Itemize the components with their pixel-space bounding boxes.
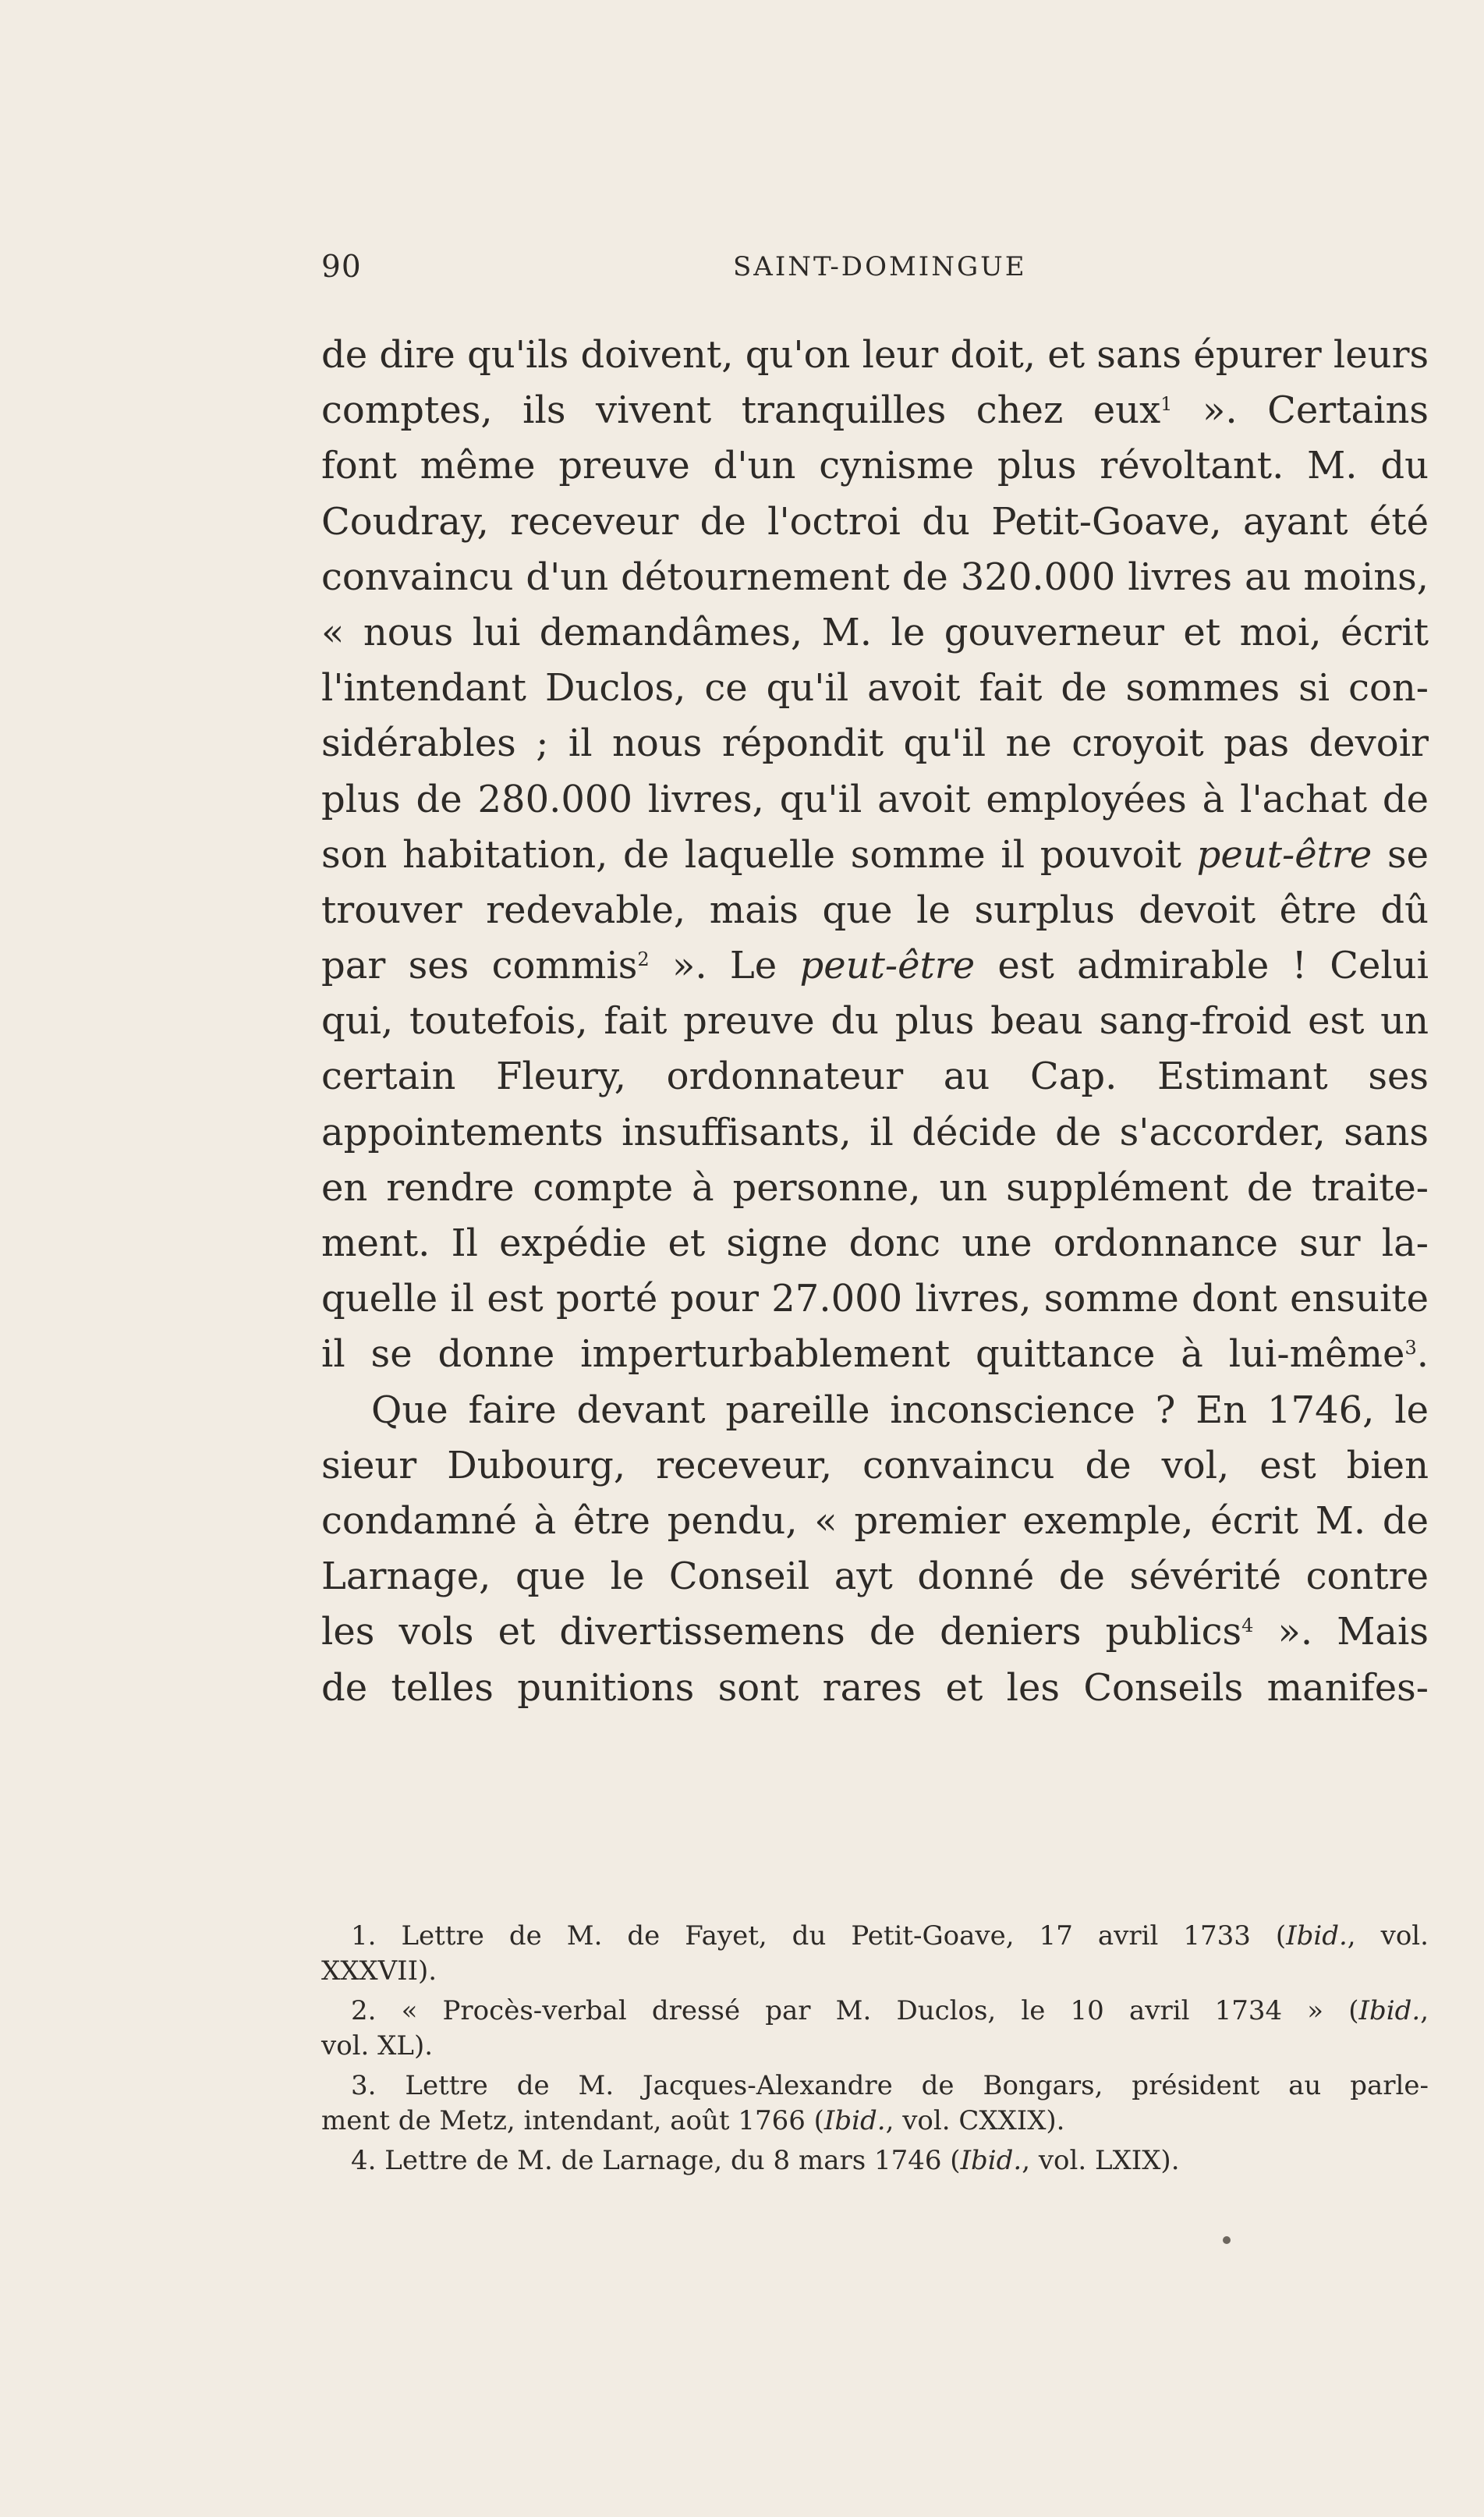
- page-number: 90: [321, 250, 362, 285]
- body-line: Larnage, que le Conseil ayt donné de sévérité contre: [321, 1555, 1429, 1599]
- body-line-text: ». Mais: [1253, 1610, 1429, 1654]
- body-line-text: les vols et divertissemens de deniers publics: [321, 1610, 1242, 1654]
- body-line: l'intendant Duclos, ce qu'il avoit fait de sommes si con-: [321, 666, 1429, 711]
- footnote-ref[interactable]: 2: [637, 948, 650, 971]
- body-line-text: son habitation, de laquelle somme il pouvoit: [321, 832, 1181, 877]
- footnote-ibid: Ibid.: [823, 2105, 886, 2136]
- footnote-line: XXXVII).: [321, 1955, 437, 1987]
- footnote-text: ment de Metz, intendant, août 1766 (: [321, 2105, 824, 2136]
- footnote-text: , vol.: [1347, 1920, 1429, 1952]
- body-line: trouver redevable, mais que le surplus devoit être dû: [321, 888, 1429, 932]
- footnote-line: [321, 2143, 1429, 2178]
- footnote-ibid: Ibid.: [960, 2145, 1022, 2176]
- footnote-ref[interactable]: 4: [1241, 1615, 1254, 1637]
- ink-dot-mark: [1223, 2236, 1231, 2244]
- footnote-ref[interactable]: 3: [1404, 1337, 1417, 1360]
- body-line: ment. Il expédie et signe donc une ordonnance sur la-: [321, 1221, 1429, 1265]
- footnote-1: [321, 1919, 1429, 1989]
- footnote-4: [321, 2143, 1429, 2178]
- body-line-text: ». Le: [649, 944, 800, 988]
- body-line-text: .: [1416, 1332, 1429, 1377]
- body-line: certain Fleury, ordonnateur au Cap. Estimant ses: [321, 1055, 1429, 1099]
- footnote-text: 4. Lettre de M. de Larnage, du 8 mars 1746 (: [351, 2145, 961, 2176]
- body-line-text: ». Certains: [1172, 388, 1429, 433]
- body-line-text: il se donne imperturbablement quittance à lui-même: [321, 1332, 1405, 1377]
- body-line: qui, toutefois, fait preuve du plus beau sang-froid est un: [321, 999, 1429, 1044]
- body-line: Que faire devant pareille inconscience ? En 1746, le: [371, 1388, 1429, 1432]
- body-line-text: par ses commis: [321, 944, 638, 988]
- body-line: sidérables ; il nous répondit qu'il ne croyoit pas devoir: [321, 721, 1429, 766]
- body-line-text: comptes, ils vivent tranquilles chez eux: [321, 388, 1161, 433]
- footnote-line: [321, 2104, 1429, 2139]
- footnote-text: 1. Lettre de M. de Fayet, du Petit-Goave, 17 avril 1733 (: [351, 1920, 1287, 1952]
- footnote-line: vol. XL).: [321, 2030, 434, 2061]
- footnote-ibid: Ibid.: [1286, 1920, 1348, 1952]
- body-line: Coudray, receveur de l'octroi du Petit-Goave, ayant été: [321, 499, 1429, 544]
- footnote-text: , vol. CXXIX).: [885, 2105, 1065, 2136]
- body-text: [321, 328, 1429, 1716]
- body-line: [321, 1604, 1429, 1660]
- body-line: [321, 938, 1429, 994]
- footnote-ibid: Ibid.: [1358, 1995, 1421, 2026]
- footnotes: [321, 1919, 1429, 2183]
- body-line: convaincu d'un détournement de 320.000 livres au moins,: [321, 555, 1429, 599]
- body-line: appointements insuffisants, il décide de s'accorder, sans: [321, 1110, 1429, 1154]
- body-line: « nous lui demandâmes, M. le gouverneur et moi, écrit: [321, 610, 1429, 654]
- body-line: sieur Dubourg, receveur, convaincu de vol, est bien: [321, 1443, 1429, 1487]
- body-line: de telles punitions sont rares et les Conseils manifes-: [321, 1665, 1429, 1710]
- body-line: de dire qu'ils doivent, qu'on leur doit, et sans épurer leurs: [321, 333, 1429, 377]
- body-line-text: est admirable ! Celui: [975, 944, 1429, 988]
- body-line: plus de 280.000 livres, qu'il avoit employées à l'achat de: [321, 777, 1429, 821]
- footnote-line: [321, 1994, 1429, 2029]
- body-line-text: se: [1372, 832, 1429, 877]
- body-line: [321, 383, 1429, 438]
- footnote-text: 2. « Procès-verbal dressé par M. Duclos, le 10 avril 1734 » (: [351, 1995, 1359, 2026]
- body-line: en rendre compte à personne, un supplément de traite-: [321, 1165, 1429, 1210]
- body-line: [321, 1327, 1429, 1382]
- italic-text: peut-être: [1196, 832, 1372, 877]
- body-line: font même preuve d'un cynisme plus révoltant. M. du: [321, 444, 1429, 488]
- footnote-line: [321, 1919, 1429, 1954]
- body-line: condamné à être pendu, « premier exemple, écrit M. de: [321, 1498, 1429, 1543]
- body-line: [321, 828, 1429, 883]
- footnote-3: [321, 2069, 1429, 2139]
- footnote-ref[interactable]: 1: [1160, 393, 1173, 416]
- italic-text: peut-être: [799, 944, 976, 988]
- footnote-text: , vol. LXIX).: [1022, 2145, 1180, 2176]
- footnote-text: ,: [1420, 1995, 1429, 2026]
- running-head: SAINT-DOMINGUE: [733, 251, 1027, 282]
- footnote-2: [321, 1994, 1429, 2064]
- body-line: quelle il est porté pour 27.000 livres, somme dont ensuite: [321, 1277, 1429, 1321]
- page-header: [321, 250, 1429, 296]
- footnote-line: 3. Lettre de M. Jacques-Alexandre de Bongars, président au parle-: [351, 2070, 1429, 2101]
